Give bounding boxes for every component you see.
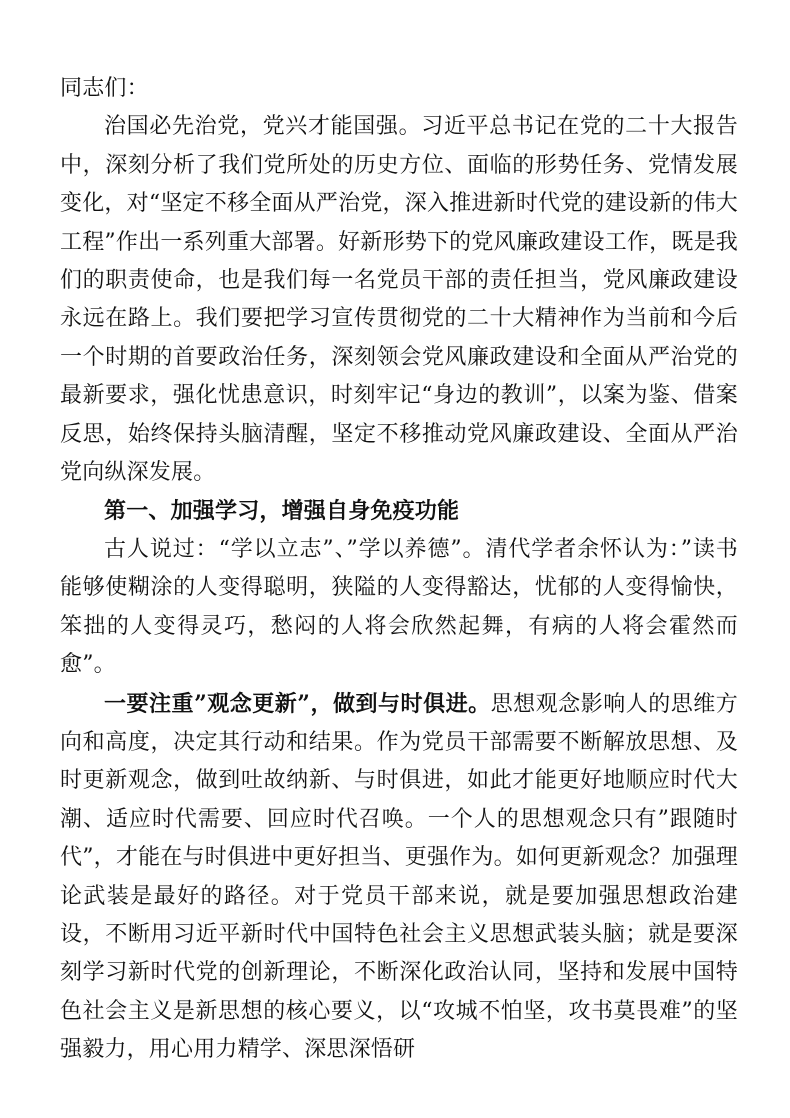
- paragraph-point-one: [60, 685, 738, 1070]
- document-body: [60, 70, 738, 1070]
- salutation: 同志们：: [60, 76, 149, 101]
- point-one-body: 思想观念影响人的思维方向和高度，决定其行动和结果。作为党员干部需要不断解放思想、及时更新观念，做到吐故纳新、与时俱进，如此才能更好地顺应时代大潮、适应时代需要、回应时代召唤。一个人的思想观念只有”跟随时代”，才能在与时俱进中更好担当、更强作为。如何更新观念？加强理论武装是最好的路径。对于党员干部来说，就是要加强思想政治建设，不断用习近平新时代中国特色社会主义思想武装头脑；就是要深刻学习新时代党的创新理论，不断深化政治认同，坚持和发展中国特色社会主义是新思想的核心要义，以“攻城不怕坚，攻书莫畏难”的坚强毅力，用心用力精学、深思深悟研: [60, 691, 738, 1063]
- point-one-heading: 一要注重”观念更新”，做到与时俱进。: [104, 690, 491, 717]
- section-heading: 第一、加强学习，增强自身免疫功能: [104, 498, 460, 525]
- paragraph-intro: 治国必先治党，党兴才能国强。习近平总书记在党的二十大报告中，深刻分析了我们党所处的历史方位、面临的形势任务、党情发展变化，对“坚定不移全面从严治党，深入推进新时代党的建设新的伟大工程”作出一系列重大部署。好新形势下的党风廉政建设工作，既是我们的职责使命，也是我们每一名党员干部的责任担当，党风廉政建设永远在路上。我们要把学习宣传贯彻党的二十大精神作为当前和今后一个时期的首要政治任务，深刻领会党风廉政建设和全面从严治党的最新要求，强化忧患意识，时刻牢记“身边的教训”，以案为鉴、借案反思，始终保持头脑清醒，坚定不移推动党风廉政建设、全面从严治党向纵深发展。: [60, 114, 738, 486]
- paragraph-quote: 古人说过：“学以立志”、”学以养德”。清代学者余怀认为：”读书能够使糊涂的人变得聪明，狭隘的人变得豁达，忧郁的人变得愉快，笨拙的人变得灵巧，愁闷的人将会欣然起舞，有病的人将会霍然而愈”。: [60, 536, 738, 678]
